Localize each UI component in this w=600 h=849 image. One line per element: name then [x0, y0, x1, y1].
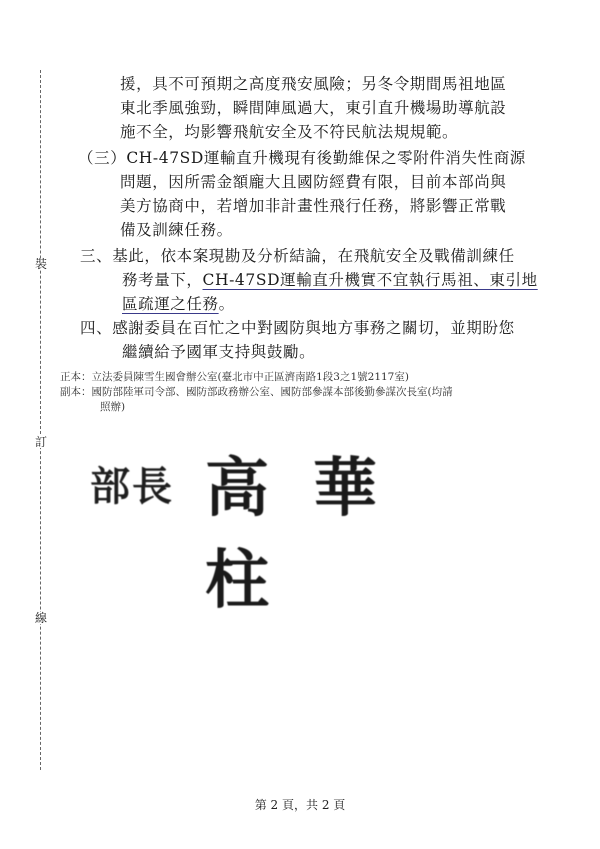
conclusion-underlined: 區疏運之任務 [122, 295, 219, 313]
section-number: 四、 [80, 319, 113, 337]
binding-mark-zhuang: 裝 [34, 257, 47, 271]
binding-mark-xian: 線 [34, 611, 47, 625]
text-line: 備及訓練任務。 [120, 221, 233, 239]
text-line: 基此，依本案現勘及分析結論，在飛航安全及戰備訓練任 [112, 247, 515, 265]
text-segment: 務考量下， [122, 271, 203, 289]
text-line: 繼續給予國軍支持與鼓勵。 [122, 343, 316, 361]
signature-seal [80, 435, 520, 618]
binding-mark-ding: 訂 [34, 435, 47, 449]
text-line: 問題，因所需金額龐大且國防經費有限，目前本部尚與 [120, 173, 507, 191]
section-number: 三、 [80, 247, 113, 265]
copy-recipients: 副本：國防部陸軍司令部、國防部政務辦公室、國防部參謀本部後勤參謀次長室(均請 [60, 386, 453, 398]
signature-name: 高華柱 [205, 451, 421, 618]
section-three [80, 244, 550, 316]
text-line: 美方協商中，若增加非計畫性飛行任務，將影響正常戰 [120, 197, 507, 215]
binding-line [40, 70, 41, 770]
text-segment: 。 [218, 295, 235, 313]
signature-title: 部長 [90, 463, 174, 510]
text-line: CH-47SD運輸直升機現有後勤維保之零附件消失性商源 [126, 149, 526, 167]
primary-recipient: 正本：立法委員陳雪生國會辦公室(臺北市中正區濟南路1段3之1號2117室) [60, 371, 409, 383]
item-number: （三） [78, 149, 127, 167]
section-four [80, 316, 550, 364]
distribution-list [60, 370, 560, 415]
item-three [78, 146, 548, 242]
conclusion-underlined: CH-47SD運輸直升機實不宜執行馬祖、東引地 [202, 271, 538, 289]
text-line: 東北季風強勁，瞬間陣風過大，東引直升機場助導航設 [120, 99, 507, 117]
text-line: 感謝委員在百忙之中對國防與地方事務之關切，並期盼您 [112, 319, 515, 337]
text-line: 施不全，均影響飛航安全及不符民航法規規範。 [120, 123, 459, 141]
text-line: 援，具不可預期之高度飛安風險；另冬令期間馬祖地區 [120, 75, 507, 93]
page-number: 第 2 頁，共 2 頁 [254, 798, 346, 812]
paragraph-continuation [120, 72, 590, 144]
copy-recipients-cont: 照辦) [100, 401, 126, 413]
